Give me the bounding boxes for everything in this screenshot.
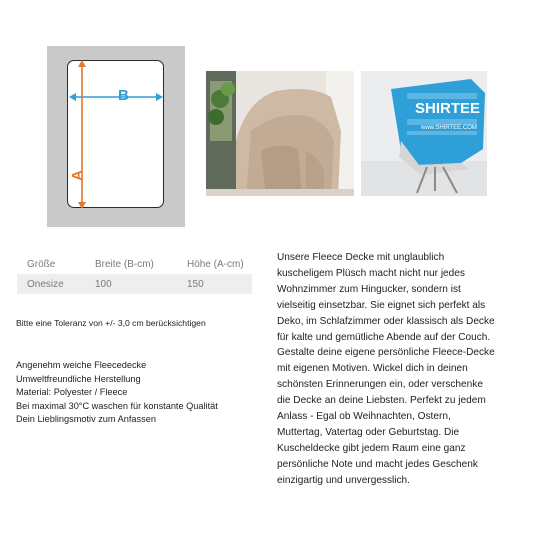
header-size: Größe xyxy=(27,258,56,270)
cell-width: 100 xyxy=(95,278,112,290)
feature-list xyxy=(16,359,218,427)
list-item: Bei maximal 30°C waschen für konstante Qualität xyxy=(16,400,218,411)
list-item: Angenehm weiche Fleecedecke xyxy=(16,360,147,370)
description-line: mit eigenen Motiven. Wickel dich in deinen xyxy=(277,363,468,375)
description-line: persönliche Note und macht jedes Geschenk xyxy=(277,458,478,470)
description-line: kuscheligem Plüsch macht nicht nur jedes xyxy=(277,267,465,279)
description-line: Kuscheldecke gibt jedem Raum eine ganz xyxy=(277,442,466,454)
header-width: Breite (B-cm) xyxy=(95,258,154,270)
description-line: Gestalte deine eigene persönliche Fleece-Decke xyxy=(277,347,495,359)
shirtee-blanket-photo xyxy=(361,71,487,196)
size-table xyxy=(17,254,252,294)
list-item: Umweltfreundliche Herstellung xyxy=(16,373,141,384)
height-label: A xyxy=(68,170,86,181)
svg-text:SHIRTEE: SHIRTEE xyxy=(415,100,481,117)
size-diagram xyxy=(47,46,185,227)
dimension-arrows xyxy=(47,46,185,227)
description-line: Anlass - Egal ob Weihnachten, Ostern, xyxy=(277,411,451,423)
description-line: Wohnzimmer zum Hingucker, sondern ist xyxy=(277,283,461,295)
list-item: Material: Polyester / Fleece xyxy=(16,387,128,398)
cell-height: 150 xyxy=(187,278,204,290)
header-height: Höhe (A-cm) xyxy=(187,258,244,270)
description-line: die Decke an deine Liebsten. Perfekt zu jedem xyxy=(277,395,486,407)
table-header-row xyxy=(17,254,252,274)
list-item: Dein Lieblingsmotiv zum Anfassen xyxy=(16,414,156,425)
description-line: Unsere Fleece Decke mit unglaublich xyxy=(277,252,445,263)
tolerance-note: Bitte eine Toleranz von +/- 3,0 cm berücksichtigen xyxy=(16,318,206,328)
product-description xyxy=(277,250,522,489)
description-line: Deko, im Schlafzimmer oder klassisch als Decke xyxy=(277,315,495,327)
description-line: schönsten Erinnerungen ein, oder verschenke xyxy=(277,379,483,391)
description-line: Muttertag, Vatertag oder Geburtstag. Die xyxy=(277,426,460,438)
description-line: einzigartig und unvergesslich. xyxy=(277,474,410,486)
cell-size: Onesize xyxy=(27,278,64,290)
width-label: B xyxy=(118,87,129,104)
beige-blanket-photo xyxy=(206,71,354,196)
table-row xyxy=(17,274,252,294)
description-line: für kalte und gemütliche Abende auf der Couch. xyxy=(277,331,491,343)
svg-text:www.SHIRTEE.COM: www.SHIRTEE.COM xyxy=(421,125,477,131)
description-line: vielseitig einsetzbar. Sie eignet sich perfekt als xyxy=(277,299,486,311)
